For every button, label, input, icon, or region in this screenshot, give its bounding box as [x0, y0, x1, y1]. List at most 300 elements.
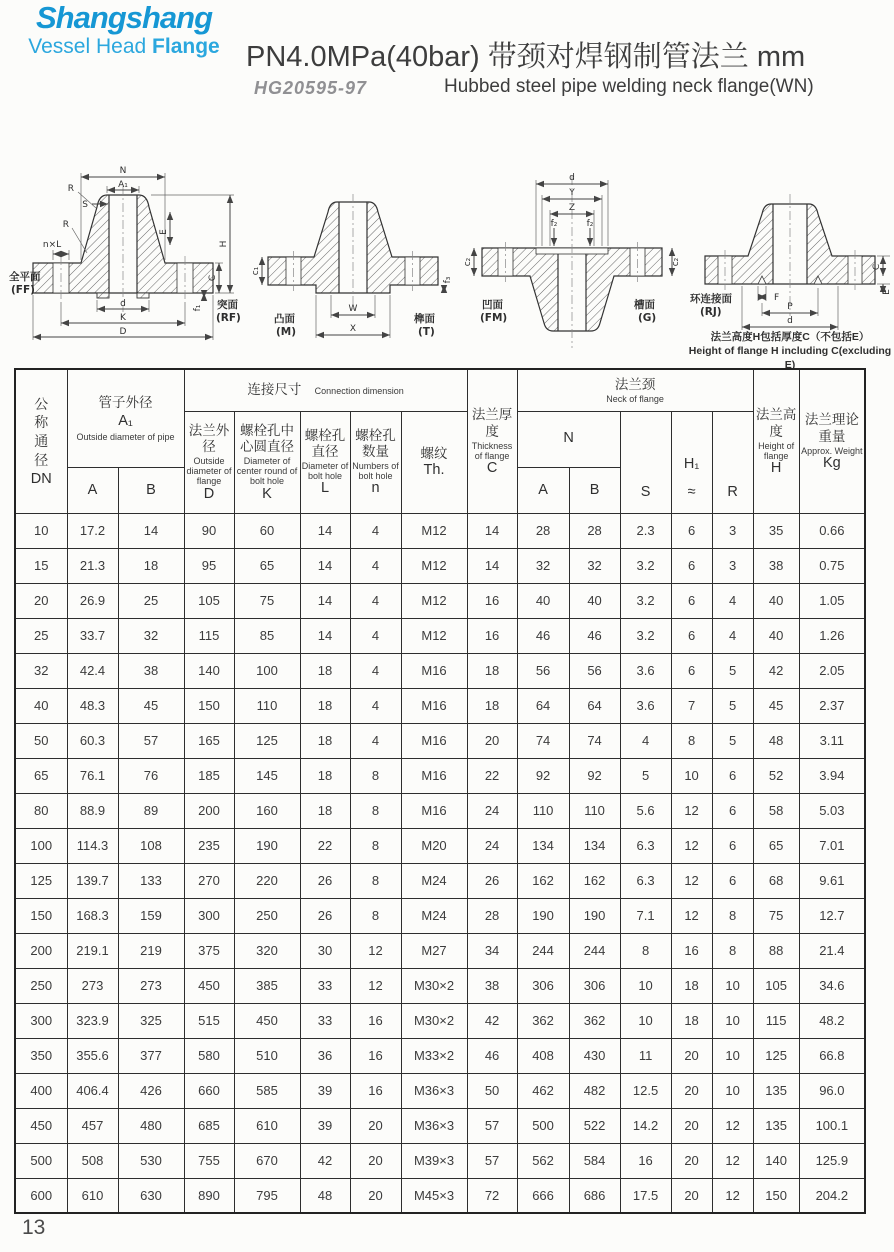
- col-header-weight: [799, 369, 865, 513]
- table-cell: 4: [350, 548, 401, 583]
- table-cell: 5: [712, 688, 753, 723]
- table-cell: 375: [184, 933, 234, 968]
- col-header-dn-sym: DN: [30, 471, 52, 488]
- table-cell: 25: [15, 618, 67, 653]
- table-cell: 204.2: [799, 1178, 865, 1213]
- table-cell: 12: [712, 1143, 753, 1178]
- dim-label-e: E: [159, 229, 169, 235]
- table-row: [15, 1038, 865, 1073]
- table-cell: 508: [67, 1143, 118, 1178]
- table-cell: 4: [350, 723, 401, 758]
- table-cell: 18: [300, 653, 350, 688]
- table-cell: M36×3: [401, 1108, 467, 1143]
- thread-cn: 螺纹: [420, 446, 448, 462]
- bolt-circle-sym: K: [262, 485, 272, 502]
- bolt-circle-en: Diameter of center round of bolt hole: [236, 456, 298, 487]
- table-cell: 150: [184, 688, 234, 723]
- connection-en: Connection dimension: [314, 386, 404, 397]
- col-header-pipe-a: A: [67, 467, 118, 513]
- table-cell: 88.9: [67, 793, 118, 828]
- table-cell: 75: [753, 898, 799, 933]
- table-cell: 28: [517, 513, 569, 548]
- table-cell: 16: [467, 618, 517, 653]
- table-cell: 18: [300, 688, 350, 723]
- table-header: [15, 369, 865, 513]
- flange-drawing-m-t: [248, 162, 463, 354]
- table-cell: 159: [118, 898, 184, 933]
- table-cell: 8: [620, 933, 671, 968]
- table-row: [15, 968, 865, 1003]
- table-cell: 20: [350, 1178, 401, 1213]
- dim-label-y: Y: [569, 188, 575, 198]
- table-cell: 25: [118, 583, 184, 618]
- col-header-neck-h1: [671, 411, 712, 513]
- table-cell: 80: [15, 793, 67, 828]
- table-cell: 190: [517, 898, 569, 933]
- table-cell: 8: [712, 933, 753, 968]
- col-header-neck-s: [620, 411, 671, 513]
- table-cell: 134: [569, 828, 620, 863]
- table-cell: 450: [234, 1003, 300, 1038]
- table-cell: 500: [15, 1143, 67, 1178]
- table-cell: 40: [753, 618, 799, 653]
- dim-label-c2b: c₂: [671, 257, 681, 267]
- table-cell: 56: [569, 653, 620, 688]
- table-cell: 110: [517, 793, 569, 828]
- neck-cn: 法兰颈: [614, 376, 656, 392]
- table-cell: 24: [467, 793, 517, 828]
- table-cell: 306: [517, 968, 569, 1003]
- dim-label-d3: d: [569, 173, 575, 183]
- dim-label-e4: E: [882, 289, 892, 295]
- table-cell: 18: [300, 723, 350, 758]
- bolt-count-en: Numbers of bolt hole: [352, 461, 399, 482]
- pipe-od-sub: A₁: [118, 412, 133, 429]
- table-cell: 34: [467, 933, 517, 968]
- height-cn: 法兰高度: [755, 406, 797, 439]
- col-header-bolt-hole-dia: [300, 411, 350, 513]
- table-cell: 3.94: [799, 758, 865, 793]
- table-cell: 100: [15, 828, 67, 863]
- table-cell: 18: [300, 758, 350, 793]
- table-cell: 6: [712, 863, 753, 898]
- table-cell: 92: [517, 758, 569, 793]
- face-label-g: 槽面: [634, 299, 655, 311]
- table-cell: M16: [401, 793, 467, 828]
- table-cell: 3: [712, 513, 753, 548]
- table-cell: 105: [184, 583, 234, 618]
- table-cell: 88: [753, 933, 799, 968]
- table-cell: 60.3: [67, 723, 118, 758]
- table-cell: 430: [569, 1038, 620, 1073]
- table-cell: 11: [620, 1038, 671, 1073]
- table-cell: 4: [350, 513, 401, 548]
- dim-label-f3: f₃: [443, 276, 453, 284]
- table-cell: 200: [184, 793, 234, 828]
- table-cell: 14: [300, 618, 350, 653]
- table-cell: 168.3: [67, 898, 118, 933]
- neck-en: Neck of flange: [606, 393, 664, 404]
- table-cell: 4: [712, 618, 753, 653]
- table-cell: 108: [118, 828, 184, 863]
- table-cell: 92: [569, 758, 620, 793]
- table-cell: 630: [118, 1178, 184, 1213]
- dim-label-f2b: f₂: [586, 219, 594, 229]
- table-cell: 600: [15, 1178, 67, 1213]
- col-header-dn-cn: 公称通径: [34, 395, 49, 469]
- table-cell: 40: [15, 688, 67, 723]
- table-cell: M12: [401, 618, 467, 653]
- table-cell: 20: [350, 1143, 401, 1178]
- table-cell: 3.11: [799, 723, 865, 758]
- table-cell: 462: [517, 1073, 569, 1108]
- bolt-hole-dia-sym: L: [320, 480, 330, 497]
- table-cell: 0.75: [799, 548, 865, 583]
- table-cell: 24: [467, 828, 517, 863]
- table-cell: 21.3: [67, 548, 118, 583]
- table-cell: 16: [350, 1038, 401, 1073]
- table-cell: 57: [118, 723, 184, 758]
- col-header-pipe-b: B: [118, 467, 184, 513]
- thread-sym: Th.: [423, 461, 445, 478]
- table-cell: 135: [753, 1108, 799, 1143]
- pipe-od-cn: 管子外径: [98, 394, 153, 410]
- dim-label-d4: d: [787, 316, 793, 326]
- table-cell: M12: [401, 583, 467, 618]
- table-cell: 325: [118, 1003, 184, 1038]
- table-cell: 8: [671, 723, 712, 758]
- table-cell: 162: [517, 863, 569, 898]
- table-cell: 666: [517, 1178, 569, 1213]
- table-cell: 32: [118, 618, 184, 653]
- table-cell: 30: [300, 933, 350, 968]
- table-cell: M20: [401, 828, 467, 863]
- table-cell: M30×2: [401, 968, 467, 1003]
- table-cell: 362: [569, 1003, 620, 1038]
- table-cell: 2.05: [799, 653, 865, 688]
- table-cell: 33.7: [67, 618, 118, 653]
- table-cell: 8: [350, 863, 401, 898]
- height-note-cn: 法兰高度H包括厚度C（不包括E）: [710, 331, 870, 343]
- table-cell: 12: [350, 968, 401, 1003]
- table-cell: 500: [517, 1108, 569, 1143]
- table-cell: 42: [753, 653, 799, 688]
- table-cell: 26.9: [67, 583, 118, 618]
- table-cell: 36: [300, 1038, 350, 1073]
- table-cell: 57: [467, 1108, 517, 1143]
- col-header-neck-n: [517, 411, 620, 467]
- table-cell: 7.1: [620, 898, 671, 933]
- table-cell: 6: [712, 793, 753, 828]
- table-cell: 38: [118, 653, 184, 688]
- face-code-g: (G): [638, 312, 657, 324]
- table-row: [15, 828, 865, 863]
- table-cell: 610: [67, 1178, 118, 1213]
- flange-spec-table: [14, 368, 866, 1214]
- table-cell: 190: [569, 898, 620, 933]
- table-cell: 22: [467, 758, 517, 793]
- table-cell: 34.6: [799, 968, 865, 1003]
- table-cell: 273: [67, 968, 118, 1003]
- table-cell: 530: [118, 1143, 184, 1178]
- table-cell: 114.3: [67, 828, 118, 863]
- table-cell: 510: [234, 1038, 300, 1073]
- table-cell: 115: [753, 1003, 799, 1038]
- table-cell: 200: [15, 933, 67, 968]
- group-header-connection: [184, 369, 467, 411]
- dim-label-h: H: [219, 240, 229, 248]
- dim-label-f2a: f₂: [550, 219, 558, 229]
- col-header-neck-a: A: [517, 467, 569, 513]
- table-cell: 250: [234, 898, 300, 933]
- table-cell: 450: [15, 1108, 67, 1143]
- table-cell: 1.26: [799, 618, 865, 653]
- table-cell: 3.6: [620, 653, 671, 688]
- table-cell: 28: [569, 513, 620, 548]
- table-cell: 4: [350, 618, 401, 653]
- col-header-thread: [401, 411, 467, 513]
- dim-label-d: d: [120, 299, 126, 309]
- table-cell: 32: [517, 548, 569, 583]
- table-cell: 515: [184, 1003, 234, 1038]
- table-cell: 300: [184, 898, 234, 933]
- face-code-fm: (FM): [480, 312, 508, 324]
- table-cell: 140: [753, 1143, 799, 1178]
- table-cell: 42.4: [67, 653, 118, 688]
- table-cell: 10: [15, 513, 67, 548]
- table-cell: 75: [234, 583, 300, 618]
- table-cell: 323.9: [67, 1003, 118, 1038]
- table-cell: 12.7: [799, 898, 865, 933]
- face-label-rf: 突面: [217, 299, 238, 311]
- table-cell: 45: [118, 688, 184, 723]
- flange-table-body: [15, 513, 865, 1213]
- dim-label-r2: R: [62, 220, 69, 230]
- col-header-dn: [15, 369, 67, 513]
- table-cell: 26: [300, 863, 350, 898]
- table-cell: 20: [350, 1108, 401, 1143]
- table-cell: 18: [467, 653, 517, 688]
- table-cell: 4: [712, 583, 753, 618]
- table-cell: 3.2: [620, 618, 671, 653]
- table-cell: 18: [118, 548, 184, 583]
- col-header-neck-r: [712, 411, 753, 513]
- table-cell: 5.6: [620, 793, 671, 828]
- bolt-count-cn: 螺栓孔数量: [355, 427, 396, 460]
- table-cell: 40: [569, 583, 620, 618]
- table-cell: 482: [569, 1073, 620, 1108]
- height-note: [686, 330, 894, 373]
- dim-label-w: W: [348, 304, 358, 314]
- table-cell: M16: [401, 723, 467, 758]
- face-label-m: 凸面: [274, 313, 295, 325]
- table-cell: 50: [15, 723, 67, 758]
- table-cell: 8: [350, 758, 401, 793]
- table-cell: 74: [517, 723, 569, 758]
- dim-label-nxl: n×L: [42, 240, 62, 250]
- table-cell: 4: [350, 583, 401, 618]
- table-cell: 85: [234, 618, 300, 653]
- table-cell: 32: [15, 653, 67, 688]
- table-cell: 48: [753, 723, 799, 758]
- table-cell: 219.1: [67, 933, 118, 968]
- table-cell: 160: [234, 793, 300, 828]
- table-cell: 42: [467, 1003, 517, 1038]
- table-cell: 2.3: [620, 513, 671, 548]
- face-label-fm: 凹面: [482, 299, 503, 311]
- table-cell: 250: [15, 968, 67, 1003]
- table-cell: 795: [234, 1178, 300, 1213]
- table-cell: 42: [300, 1143, 350, 1178]
- table-cell: 6: [712, 828, 753, 863]
- table-cell: 76: [118, 758, 184, 793]
- table-cell: 17.5: [620, 1178, 671, 1213]
- table-cell: 16: [467, 583, 517, 618]
- table-cell: 12: [671, 863, 712, 898]
- table-row: [15, 723, 865, 758]
- table-cell: 562: [517, 1143, 569, 1178]
- neck-n-sym: N: [563, 430, 574, 447]
- table-cell: 10: [620, 1003, 671, 1038]
- table-cell: 14: [300, 513, 350, 548]
- table-cell: 18: [300, 793, 350, 828]
- table-row: [15, 653, 865, 688]
- table-cell: 52: [753, 758, 799, 793]
- table-cell: 4: [620, 723, 671, 758]
- col-header-height: [753, 369, 799, 513]
- table-cell: 38: [467, 968, 517, 1003]
- table-cell: 670: [234, 1143, 300, 1178]
- table-cell: 3.2: [620, 583, 671, 618]
- table-cell: M12: [401, 548, 467, 583]
- table-cell: 162: [569, 863, 620, 898]
- table-cell: 10: [712, 968, 753, 1003]
- table-cell: 39: [300, 1073, 350, 1108]
- table-cell: 38: [753, 548, 799, 583]
- dim-label-r1: R: [67, 184, 74, 194]
- table-cell: 145: [234, 758, 300, 793]
- table-cell: M33×2: [401, 1038, 467, 1073]
- table-cell: 20: [671, 1108, 712, 1143]
- table-cell: M16: [401, 688, 467, 723]
- table-cell: 16: [350, 1003, 401, 1038]
- page-number: 13: [22, 1216, 46, 1239]
- table-cell: 134: [517, 828, 569, 863]
- table-cell: 12: [671, 898, 712, 933]
- flange-drawing-ff-rf: [8, 150, 245, 352]
- dim-label-z: Z: [568, 203, 576, 213]
- table-cell: 65: [234, 548, 300, 583]
- table-cell: 5: [712, 653, 753, 688]
- face-label-t: 榫面: [414, 313, 435, 325]
- table-cell: 32: [569, 548, 620, 583]
- table-cell: 22: [300, 828, 350, 863]
- table-cell: 14: [467, 513, 517, 548]
- table-cell: 18: [671, 1003, 712, 1038]
- table-cell: 68: [753, 863, 799, 898]
- table-cell: 9.61: [799, 863, 865, 898]
- table-cell: 4: [350, 653, 401, 688]
- table-cell: 65: [15, 758, 67, 793]
- table-cell: 45: [753, 688, 799, 723]
- face-code-rf: (RF): [216, 312, 241, 324]
- table-cell: 46: [569, 618, 620, 653]
- table-cell: 3: [712, 548, 753, 583]
- table-cell: 14: [467, 548, 517, 583]
- table-cell: 100: [234, 653, 300, 688]
- table-cell: 580: [184, 1038, 234, 1073]
- table-cell: 6.3: [620, 863, 671, 898]
- page-title: PN4.0MPa(40bar) 带颈对焊钢制管法兰 mm: [246, 41, 806, 73]
- table-cell: 8: [712, 898, 753, 933]
- table-cell: 150: [753, 1178, 799, 1213]
- table-cell: 522: [569, 1108, 620, 1143]
- brand-tagline: [24, 35, 224, 58]
- table-row: [15, 548, 865, 583]
- table-cell: 15: [15, 548, 67, 583]
- table-cell: 480: [118, 1108, 184, 1143]
- height-note-en: Height of flange H including C(excluding E): [688, 345, 892, 372]
- weight-en: Approx. Weight: [801, 445, 863, 456]
- table-cell: 57: [467, 1143, 517, 1178]
- table-cell: 400: [15, 1073, 67, 1108]
- flange-drawing-rj: [690, 166, 894, 332]
- table-cell: 8: [350, 828, 401, 863]
- table-cell: 7: [671, 688, 712, 723]
- col-header-flange-od: [184, 411, 234, 513]
- table-cell: 16: [620, 1143, 671, 1178]
- table-cell: 12: [671, 828, 712, 863]
- table-cell: 8: [350, 793, 401, 828]
- dim-label-n: N: [119, 166, 127, 176]
- flange-od-cn: 法兰外径: [188, 422, 230, 455]
- table-cell: 3.2: [620, 548, 671, 583]
- table-cell: 6: [671, 548, 712, 583]
- table-cell: 235: [184, 828, 234, 863]
- table-cell: 115: [184, 618, 234, 653]
- table-row: [15, 618, 865, 653]
- table-row: [15, 1178, 865, 1213]
- table-cell: M12: [401, 513, 467, 548]
- col-header-bolt-circle: [234, 411, 300, 513]
- flange-od-sym: D: [203, 485, 215, 502]
- flange-drawing-fm-g: [462, 168, 684, 360]
- table-cell: 685: [184, 1108, 234, 1143]
- table-cell: M24: [401, 898, 467, 933]
- table-cell: 350: [15, 1038, 67, 1073]
- bolt-circle-cn: 螺栓孔中心圆直径: [240, 422, 294, 455]
- table-cell: 20: [15, 583, 67, 618]
- table-cell: 12: [350, 933, 401, 968]
- table-cell: 26: [300, 898, 350, 933]
- table-cell: 48: [300, 1178, 350, 1213]
- table-cell: 4: [350, 688, 401, 723]
- table-cell: 2.37: [799, 688, 865, 723]
- table-cell: 139.7: [67, 863, 118, 898]
- table-cell: M30×2: [401, 1003, 467, 1038]
- table-cell: 50: [467, 1073, 517, 1108]
- flange-od-en: Outside diameter of flange: [186, 456, 232, 487]
- table-cell: 18: [671, 968, 712, 1003]
- table-cell: 140: [184, 653, 234, 688]
- table-cell: 20: [467, 723, 517, 758]
- table-cell: 306: [569, 968, 620, 1003]
- table-cell: 190: [234, 828, 300, 863]
- dim-label-k: K: [120, 313, 126, 323]
- table-cell: 26: [467, 863, 517, 898]
- table-row: [15, 1003, 865, 1038]
- dim-label-dd: D: [119, 327, 127, 337]
